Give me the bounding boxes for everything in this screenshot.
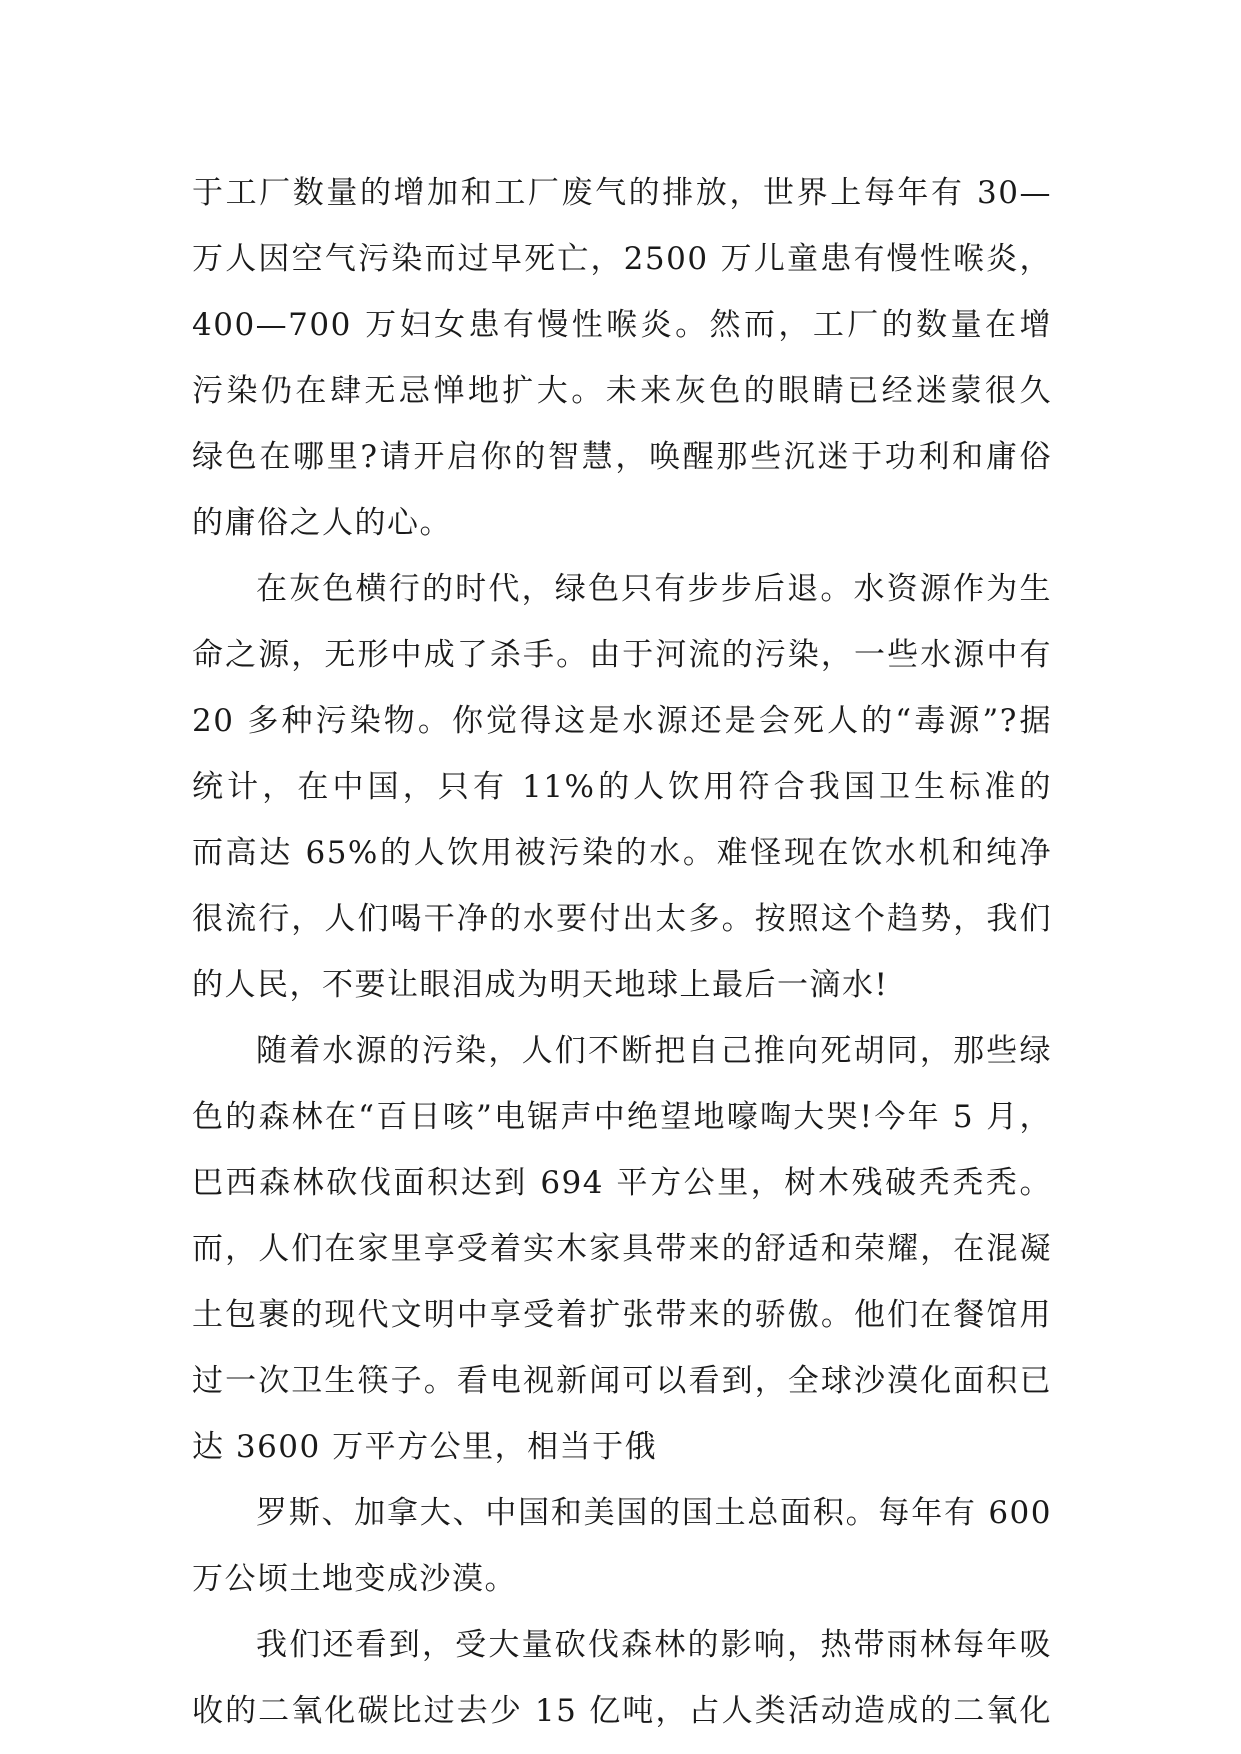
text-line: 很流行，人们喝干净的水要付出太多。按照这个趋势，我们	[192, 901, 1052, 937]
paragraph-first-line: 在灰色横行的时代，绿色只有步步后退。水资源作为生	[256, 571, 1052, 607]
text-line: 400—700 万妇女患有慢性喉炎。然而，工厂的数量在增	[192, 307, 1052, 343]
text-line: 巴西森林砍伐面积达到 694 平方公里，树木残破秃秃秃。	[192, 1165, 1052, 1201]
text-line: 的庸俗之人的心。	[192, 505, 452, 541]
text-line: 万公顷土地变成沙漠。	[192, 1561, 517, 1597]
text-line: 的人民，不要让眼泪成为明天地球上最后一滴水!	[192, 967, 889, 1003]
text-line: 而，人们在家里享受着实木家具带来的舒适和荣耀，在混凝	[192, 1231, 1052, 1267]
text-line: 命之源，无形中成了杀手。由于河流的污染，一些水源中有	[192, 637, 1052, 673]
paragraph-first-line: 罗斯、加拿大、中国和美国的国土总面积。每年有 600	[256, 1495, 1052, 1531]
text-line: 于工厂数量的增加和工厂废气的排放，世界上每年有 30—	[192, 175, 1052, 211]
paragraph-first-line: 随着水源的污染，人们不断把自己推向死胡同，那些绿	[256, 1033, 1052, 1069]
text-line: 万人因空气污染而过早死亡，2500 万儿童患有慢性喉炎，	[192, 241, 1052, 277]
text-line: 20 多种污染物。你觉得这是水源还是会死人的“毒源”?据	[192, 703, 1052, 739]
text-line: 色的森林在“百日咳”电锯声中绝望地嚎啕大哭!今年 5 月，	[192, 1099, 1052, 1135]
text-line: 统计，在中国，只有 11%的人饮用符合我国卫生标准的	[192, 769, 1052, 805]
text-line: 土包裹的现代文明中享受着扩张带来的骄傲。他们在餐馆用	[192, 1297, 1052, 1333]
text-line: 污染仍在肆无忌惮地扩大。未来灰色的眼睛已经迷蒙很久	[192, 373, 1052, 409]
text-line: 过一次卫生筷子。看电视新闻可以看到，全球沙漠化面积已	[192, 1363, 1052, 1399]
text-line: 收的二氧化碳比过去少 15 亿吨，占人类活动造成的二氧化	[192, 1693, 1052, 1729]
text-line: 达 3600 万平方公里，相当于俄	[192, 1429, 658, 1465]
text-line: 绿色在哪里?请开启你的智慧，唤醒那些沉迷于功利和庸俗	[192, 439, 1052, 475]
text-line: 而高达 65%的人饮用被污染的水。难怪现在饮水机和纯净	[192, 835, 1052, 871]
paragraph-first-line: 我们还看到，受大量砍伐森林的影响，热带雨林每年吸	[256, 1627, 1052, 1663]
body-text	[192, 160, 1052, 1744]
